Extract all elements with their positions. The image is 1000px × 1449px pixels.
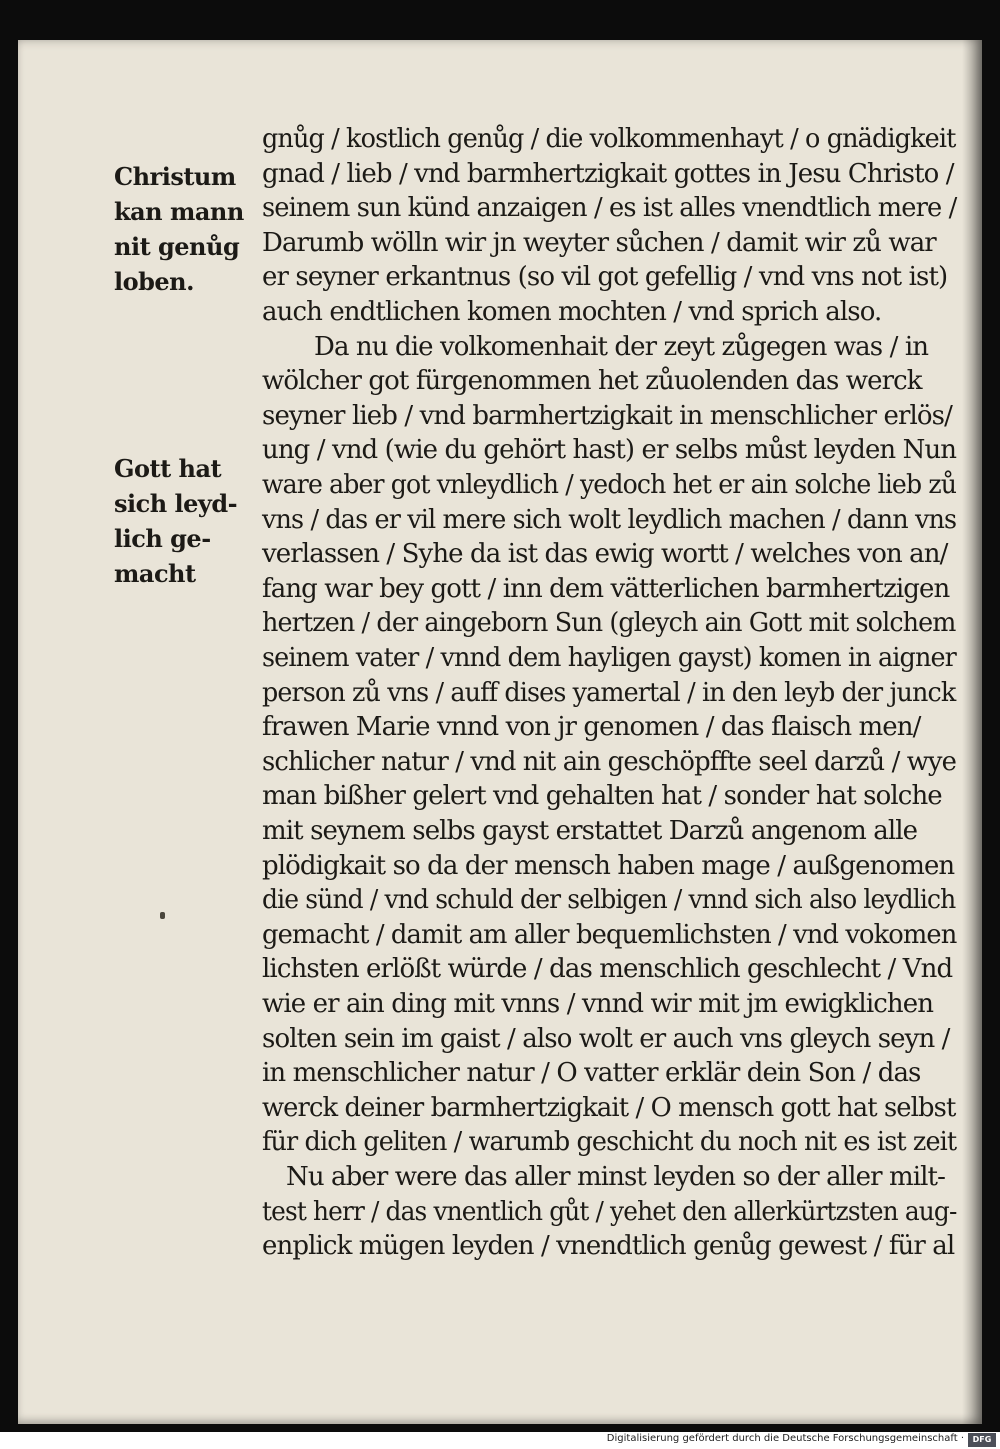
text-line: Darumb wölln wir jn weyter sůchen / damit wir zů war <box>262 227 936 258</box>
text-line: ung / vnd (wie du gehört hast) er selbs můst leyden Nun <box>262 435 957 466</box>
text-line: test herr / das vnentlich gůt / yehet den allerkürtzsten aug- <box>262 1196 957 1227</box>
text-line: gnad / lieb / vnd barmhertzigkait gottes in Jesu Christo / <box>262 158 954 189</box>
margin-note-line: Gott hat <box>114 454 222 483</box>
text-line: gnůg / kostlich genůg / die volkommenhayt / o gnädigkeit <box>262 124 956 154</box>
margin-note-line: Christum <box>114 162 236 191</box>
text-line: in menschlicher natur / O vatter erklär dein Son / das <box>262 1058 921 1089</box>
text-line: enplick mügen leyden / vnendtlich genůg gewest / für al <box>262 1231 955 1262</box>
text-line: mit seynem selbs gayst erstattet Darzů angenom alle <box>262 816 918 846</box>
margin-note-line: loben. <box>114 267 194 296</box>
text-line: gemacht / damit am aller bequemlichsten / vnd vokomen <box>262 919 957 950</box>
margin-note-line: kan mann <box>114 197 244 226</box>
margin-note-line: sich leyd- <box>114 489 238 518</box>
margin-note-line: macht <box>114 559 196 588</box>
text-line: verlassen / Syhe da ist das ewig wortt / welches von an/ <box>262 539 948 570</box>
ink-speck <box>160 912 165 919</box>
text-line: vns / das er vil mere sich wolt leydlich machen / dann vns <box>262 504 957 535</box>
text-line: person zů vns / auff dises yamertal / in den leyb der junck <box>262 677 956 708</box>
text-line: wölcher got fürgenommen het zůuolenden das werck <box>262 366 922 397</box>
text-line: solten sein im gaist / also wolt er auch vns gleych seyn / <box>262 1023 950 1054</box>
text-line: ware aber got vnleydlich / yedoch het er ain solche lieb zů <box>262 470 957 500</box>
text-line: die sünd / vnd schuld der selbigen / vnnd sich also leydlich <box>262 885 956 916</box>
book-page <box>18 40 982 1424</box>
text-line: wie er ain ding mit vnns / vnnd wir mit jm ewigklichen <box>262 989 934 1019</box>
text-line: lichsten erlößt würde / das menschlich geschlecht / Vnd <box>262 954 953 985</box>
text-line: Da nu die volkomenhait der zeyt zůgegen was / in <box>314 331 929 362</box>
text-line: schlicher natur / vnd nit ain geschöpffte seel darzů / wye <box>262 746 957 777</box>
text-line: seinem sun künd anzaigen / es ist alles vnendtlich mere / <box>262 193 957 224</box>
text-line: auch endtlichen komen mochten / vnd sprich also. <box>262 297 882 327</box>
margin-note-line: nit genůg <box>114 232 240 261</box>
text-line: werck deiner barmhertzigkait / O mensch gott hat selbst <box>262 1092 956 1123</box>
text-line: fang war bey gott / inn dem vätterlichen barmhertzigen <box>262 573 950 604</box>
text-line: Nu aber were das aller minst leyden so der aller milt- <box>286 1162 945 1192</box>
footer-credit: Digitalisierung gefördert durch die Deutsche Forschungsgemeinschaft · <box>606 1433 964 1444</box>
text-line: plödigkait so da der mensch haben mage / außgenomen <box>262 850 955 881</box>
text-line: frawen Marie vnnd von jr genomen / das flaisch men/ <box>262 712 921 743</box>
text-line: seinem vater / vnnd dem hayligen gayst) komen in aigner <box>262 643 956 673</box>
text-line: für dich geliten / warumb geschicht du noch nit es ist zeit <box>262 1127 957 1158</box>
text-line: man bißher gelert vnd gehalten hat / sonder hat solche <box>262 781 942 812</box>
text-line: hertzen / der aingeborn Sun (gleych ain Gott mit solchem <box>262 608 956 639</box>
margin-note-line: lich ge- <box>114 524 211 553</box>
footer-bar <box>0 1432 1000 1449</box>
dfg-logo: DFG <box>968 1433 996 1447</box>
text-line: seyner lieb / vnd barmhertzigkait in menschlicher erlös/ <box>262 400 952 431</box>
text-line: er seyner erkantnus (so vil got gefellig / vnd vns not ist) <box>262 262 948 293</box>
